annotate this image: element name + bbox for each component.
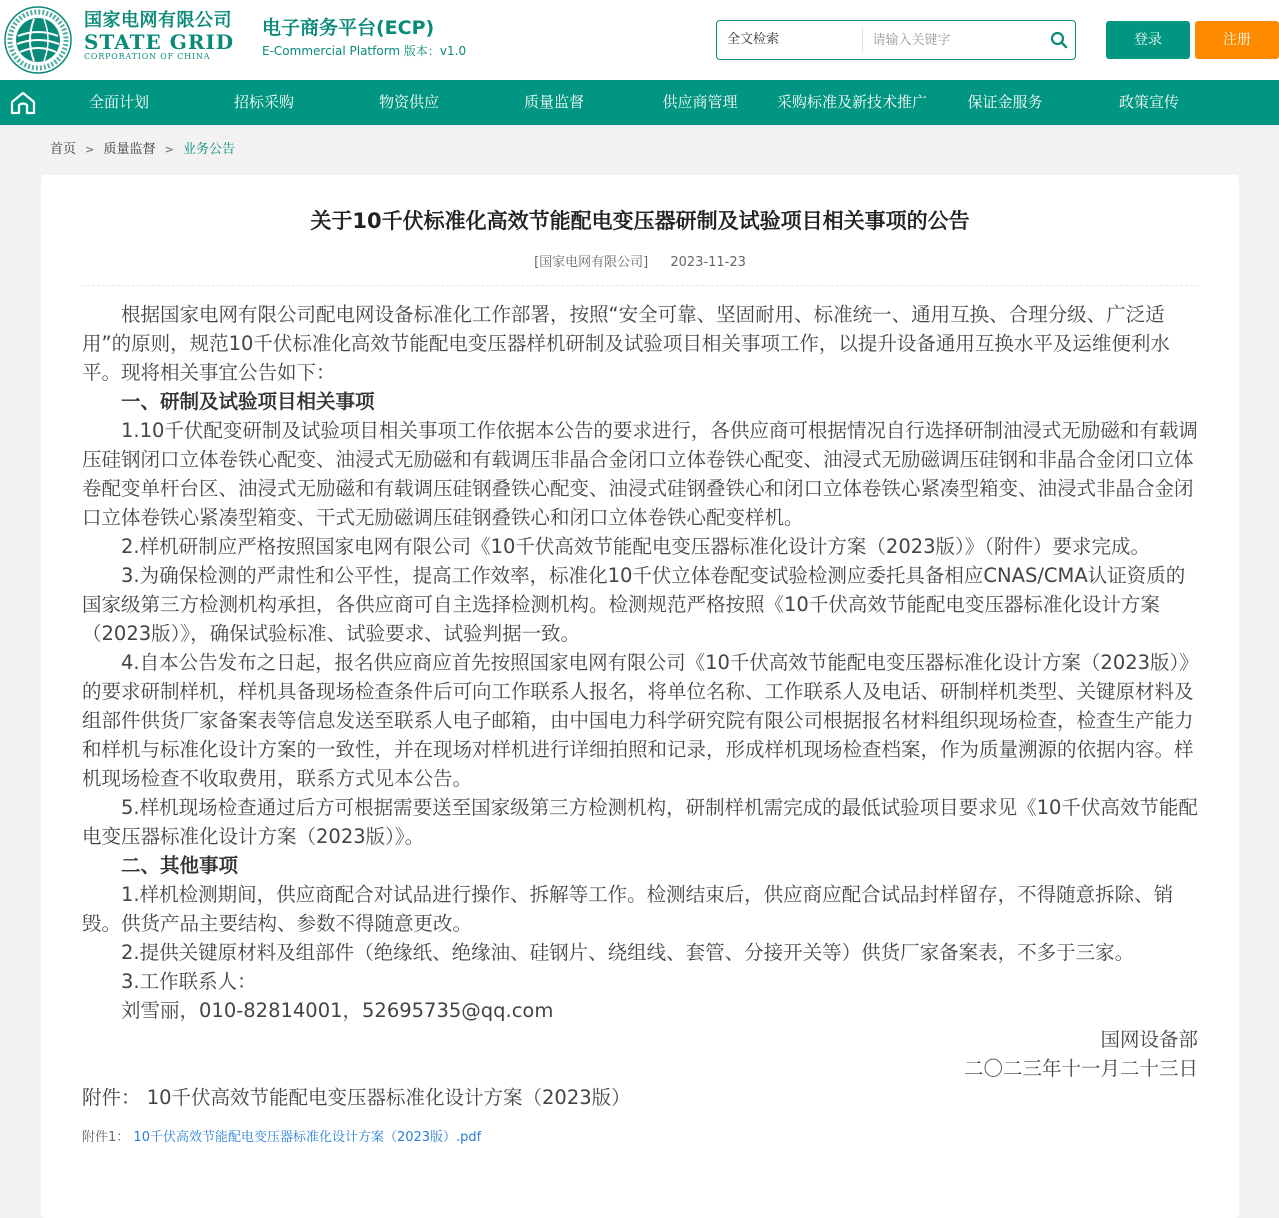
nav-item-material-supply[interactable]: 物资供应 [378,93,439,111]
search-bar [716,20,1076,60]
nav-item-policy-publicity[interactable]: 政策宣传 [1118,93,1179,111]
breadcrumb-current[interactable]: 业务公告 [183,142,236,157]
state-grid-emblem-icon [4,6,72,74]
section2-item-3: 3.工作联系人： [121,970,257,993]
article-body [82,300,1198,1083]
nav-item-standards-promotion[interactable]: 采购标准及新技术推广 [776,93,927,111]
breadcrumb-separator: > [85,143,95,156]
platform-branding [262,16,466,60]
signature-org: 国网设备部 [1100,1028,1198,1051]
section2-item-1: 1.样机检测期间，供应商配合对试品进行操作、拆解等工作。检测结束后，供应商应配合试品封样留存，不得随意拆除、销毁。供货产品主要结构、参数不得随意更改。 [82,883,1174,935]
main-nav [0,80,1279,125]
attachment-file-link[interactable]: 10千伏高效节能配电变压器标准化设计方案（2023版）.pdf [133,1130,482,1145]
company-logo[interactable] [84,10,246,62]
nav-item-deposit-service[interactable]: 保证金服务 [967,93,1043,111]
search-input[interactable] [863,21,1043,59]
section1-item-3: 3.为确保检测的严肃性和公平性，提高工作效率，标准化10千伏立体卷配变试验检测应委托具备相应CNAS/CMA认证资质的国家级第三方检测机构承担，各供应商可自主选择检测机构。检测规范严格按照《10千伏高效节能配电变压器标准化设计方案（2023版）》，确保试验标准、试验要求、试验判据一致。 [82,564,1186,645]
attachment-file-row [82,1128,1198,1148]
nav-item-supplier-management[interactable]: 供应商管理 [662,93,738,111]
nav-item-quality-supervision[interactable]: 质量监督 [523,93,584,111]
section-heading-2: 二、其他事项 [121,854,239,877]
section-heading-1: 一、研制及试验项目相关事项 [121,390,375,413]
breadcrumb-separator: > [164,143,174,156]
section2-item-2: 2.提供关键原材料及组部件（绝缘纸、绝缘油、硅钢片、绕组线、套管、分接开关等）供货厂家备案表，不多于三家。 [121,941,1135,964]
contact-info: 刘雪丽，010-82814001，52695735@qq.com [121,999,554,1022]
article-source: [国家电网有限公司] [534,255,649,270]
section1-item-1: 1.10千伏配变研制及试验项目相关事项工作依据本公告的要求进行，各供应商可根据情况自行选择研制油浸式无励磁和有载调压硅钢闭口立体卷铁心配变、油浸式无励磁和有载调压非晶合金闭口立体卷铁心配变、油浸式无励磁调压硅钢和非晶合金闭口立体卷配变单杆台区、油浸式无励磁和有载调压硅钢叠铁心配变、油浸式硅钢叠铁心和闭口立体卷铁心紧凑型箱变、油浸式非晶合金闭口立体卷铁心紧凑型箱变、干式无励磁调压硅钢叠铁心和闭口立体卷铁心配变样机。 [82,419,1198,529]
article-title: 关于10千伏标准化高效节能配电变压器研制及试验项目相关事项的公告 [310,209,970,233]
site-header [0,0,1279,80]
breadcrumb [0,125,1279,175]
section1-item-2: 2.样机研制应严格按照国家电网有限公司《10千伏高效节能配电变压器标准化设计方案（2023版）》（附件）要求完成。 [121,535,1151,558]
signature-date: 二〇二三年十一月二十三日 [963,1057,1198,1080]
nav-item-tender-procurement[interactable]: 招标采购 [233,93,294,111]
article-card [41,175,1239,1218]
section1-item-5: 5.样机现场检查通过后方可根据需要送至国家级第三方检测机构，研制样机需完成的最低试验项目要求见《10千伏高效节能配电变压器标准化设计方案（2023版）》。 [82,796,1198,848]
breadcrumb-quality-supervision[interactable]: 质量监督 [103,142,156,157]
search-type-select[interactable]: 全文检索 [717,28,863,52]
breadcrumb-home[interactable]: 首页 [50,142,77,157]
search-icon [1050,31,1068,49]
nav-item-overall-plan[interactable]: 全面计划 [88,93,149,111]
attachment-note: 附件： 10千伏高效节能配电变压器标准化设计方案（2023版） [82,1086,631,1109]
logo-cn-name: 国家电网有限公司 [84,10,232,31]
logo-en-name: STATE GRID [84,30,235,54]
section1-item-4: 4.自本公告发布之日起，报名供应商应首先按照国家电网有限公司《10千伏高效节能配电变压器标准化设计方案（2023版）》的要求研制样机，样机具备现场检查条件后可向工作联系人报名，将单位名称、工作联系人及电话、研制样机类型、关键原材料及组部件供货厂家备案表等信息发送至联系人电子邮箱，由中国电力科学研究院有限公司根据报名材料组织现场检查，检查生产能力和样机与标准化设计方案的一致性，并在现场对样机进行详细拍照和记录，形成样机现场检查档案，作为质量溯源的依据内容。样机现场检查不收取费用，联系方式见本公告。 [82,651,1194,790]
article-meta [82,253,1198,273]
title-divider [82,285,1198,286]
attachment-file-label: 附件1： [82,1130,130,1145]
register-button[interactable]: 注册 [1195,21,1279,59]
logo-en-subname: CORPORATION OF CHINA [84,52,211,61]
intro-paragraph: 根据国家电网有限公司配电网设备标准化工作部署，按照“安全可靠、坚固耐用、标准统一、通用互换、合理分级、广泛适用”的原则，规范10千伏标准化高效节能配电变压器样机研制及试验项目相关事项工作，以提升设备通用互换水平及运维便利水平。现将相关事宜公告如下： [82,303,1170,384]
platform-title: 电子商务平台(ECP) [262,17,435,39]
platform-subtitle: E-Commercial Platform 版本：v1.0 [262,44,467,58]
home-icon[interactable] [8,90,38,116]
login-button[interactable]: 登录 [1106,21,1190,59]
search-button[interactable] [1043,21,1076,59]
article-date: 2023-11-23 [670,255,746,270]
